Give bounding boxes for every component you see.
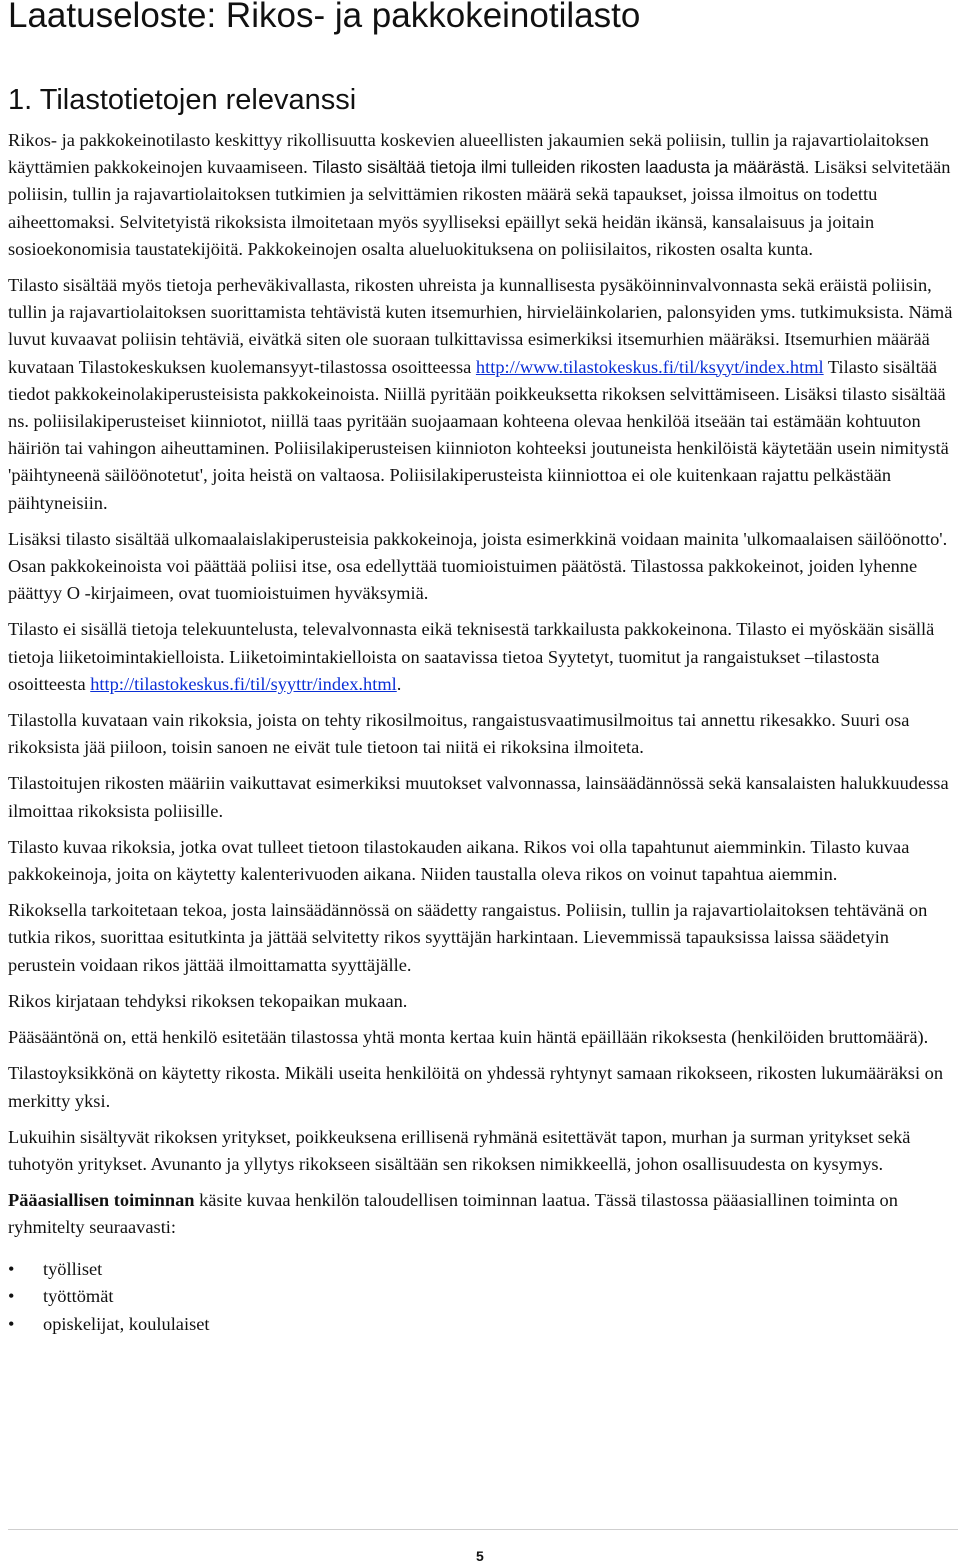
list-item-label: työttömät <box>43 1286 114 1307</box>
bullet-icon: • <box>8 1258 15 1279</box>
paragraph-gross-count: Pääsääntönä on, että henkilö esitetään tilastossa yhtä monta kertaa kuin häntä epäillään rikoksesta (henkilöiden bruttomäärä). <box>8 1027 929 1048</box>
list-item <box>8 1283 958 1311</box>
paragraph-influencing-factors: Tilastoitujen rikosten määriin vaikuttavat esimerkiksi muutokset valvonnassa, lainsäädännössä sekä kansalaisten halukkuudessa ilmoittaa rikoksista poliisille. <box>8 773 949 821</box>
paragraph-attempts: Lukuihin sisältyvät rikoksen yritykset, poikkeuksena erillisenä ryhmänä esitettävät tapon, murhan ja surman yritykset sekä tuhotyön yritykset. Avunanto ja yllytys rikokseen sisältään sen rikoksen nimikkeellä, johon osallisuudesta on kysymys. <box>8 1126 911 1174</box>
paragraph-text: . <box>396 673 402 694</box>
ksyyt-link[interactable]: http://www.tilastokeskus.fi/til/ksyyt/index.html <box>475 356 824 377</box>
document-title: Laatuseloste: Rikos- ja pakkokeinotilasto <box>8 0 641 35</box>
paragraph-crime-location: Rikos kirjataan tehdyksi rikoksen tekopaikan mukaan. <box>8 990 408 1011</box>
bullet-icon: • <box>8 1286 15 1307</box>
section-heading: 1. Tilastotietojen relevanssi <box>8 84 357 116</box>
paragraph-text: käsite kuvaa henkilön taloudellisen toiminnan laatua. Tässä tilastossa pääasiallinen toiminta on ryhmitelty seuraavasti: <box>8 1190 898 1238</box>
paragraph-additional-content <box>8 272 958 517</box>
paragraph-text: Rikos- ja pakkokeinotilasto keskittyy rikollisuutta koskevien alueellisten jakaumien sekä poliisin, tullin ja rajavartiolaitoksen käyttämien pakkokeinojen kuvaamiseen. <box>8 130 929 178</box>
list-item <box>8 1256 958 1284</box>
list-item-label: työlliset <box>43 1258 103 1279</box>
list-item <box>8 1311 958 1339</box>
paragraph-text-sans: Tilasto sisältää tietoja ilmi tulleiden rikosten laadusta ja määrästä. <box>312 157 810 178</box>
paragraph-main-activity <box>8 1187 958 1241</box>
body-text <box>8 127 958 1338</box>
paragraph-text: Tilasto sisältää tiedot pakkokeinolakiperusteisista pakkokeinoista. Niillä pyritään poikkeuksetta rikoksen selvittämiseen. Lisäksi tilasto sisältää ns. poliisilakiperusteiset kiinniotot, niillä taas pyritään suojaamaan kohteena olevaa henkilöä itseään tai estämään kohtuuton häiriön tai vahingon aiheuttaminen. Poliisilakiperusteisen kiinnioton kohteeksi joutuneista henkilöistä käytetään usein nimitystä 'päihtyneenä säilöönotetut', joita heistä on valtaosa. Poliisilakiperusteista kiinniottoa ei ole kuitenkaan rajattu pelkästään päihtyneisiin. <box>8 356 949 513</box>
paragraph-foreigner-coercive: Lisäksi tilasto sisältää ulkomaalaislakiperusteisia pakkokeinoja, joista esimerkkinä voidaan mainita 'ulkomaalaisen säilöönotto'. Osan pakkokeinoista voi päättää poliisi itse, osa edellyttää tuomioistuimen päätöstä. Tilastossa pakkokeinot, joiden lyhenne päättyy O -kirjaimeen, ovat tuomioistuimen hyväksymiä. <box>8 528 948 604</box>
page-number: 5 <box>476 1548 484 1564</box>
footer-divider <box>8 1529 958 1530</box>
paragraph-reported-crimes: Tilastolla kuvataan vain rikoksia, joista on tehty rikosilmoitus, rangaistusvaatimusilmoitus tai annettu rikesakko. Suuri osa rikoksista jää piiloon, toisin sanoen ne eivät tule tietoon tai niitä ei rikoksina ilmoiteta. <box>8 710 910 758</box>
paragraph-scope <box>8 127 958 263</box>
paragraph-statistical-period: Tilasto kuvaa rikoksia, jotka ovat tulleet tietoon tilastokauden aikana. Rikos voi olla tapahtunut aiemminkin. Tilasto kuvaa pakkokeinoja, joita on käytetty kalenterivuoden aikana. Niiden taustalla oleva rikos on voinut tapahtua aiemmin. <box>8 836 910 885</box>
paragraph-statistical-unit: Tilastoyksikkönä on käytetty rikosta. Mikäli useita henkilöitä on yhdessä ryhtynyt samaan rikokseen, rikosten lukumääräksi on merkitty yksi. <box>8 1063 944 1111</box>
paragraph-crime-definition: Rikoksella tarkoitetaan tekoa, josta lainsäädännössä on säädetty rangaistus. Poliisin, tullin ja rajavartiolaitoksen tehtävänä on tutkia rikos, suorittaa esitutkinta ja jättää selvitetty rikos syyttäjän harkintaan. Lievemmissä tapauksissa laissa säädetyin perustein voidaan rikos jättää ilmoittamatta syyttäjälle. <box>8 900 928 975</box>
paragraph-text: Lisäksi selvitetään poliisin, tullin ja rajavartiolaitoksen tutkimien ja selvittämien rikosten määrä sekä tapaukset, joissa ilmoitus on todettu aiheettomaksi. Selvitetyistä rikoksista ilmoitetaan myös syylliseksi epäillyt sekä heidän ikänsä, kansalaisuus ja joitain sosioekonomisia taustatekijöitä. Pakkokeinojen osalta alueluokituksena on poliisilaitos, rikosten osalta kunta. <box>8 157 951 259</box>
list-item-label: opiskelijat, koululaiset <box>43 1313 210 1334</box>
activity-list <box>8 1256 958 1339</box>
paragraph-text: Tilasto ei sisällä tietoja telekuuntelusta, televalvonnasta eikä teknisestä tarkkailusta pakkokeinona. Tilasto ei myöskään sisällä tietoja liiketoimintakielloista. Liiketoimintakielloista on saatavissa tietoa Syytetyt, tuomitut ja rangaistukset –tilastosta osoitteesta <box>8 619 935 694</box>
term-main-activity: Pääasiallisen toiminnan <box>8 1190 195 1211</box>
bullet-icon: • <box>8 1313 15 1334</box>
paragraph-text: Tilasto sisältää myös tietoja perheväkivallasta, rikosten uhreista ja kunnallisesta pysäköinninvalvonnasta sekä eräistä poliisin, tullin ja rajavartiolaitoksen suorittamista tehtävistä kuten itsemurhien, hirvieläinkolarien, palonsyiden yms. tutkimuksista. Nämä luvut kuvaavat poliisin tehtäviä, eivätkä siten ole suoraan tulkittavissa esimerkiksi itsemurhien määräksi. Itsemurhien määrää kuvataan Tilastokeskuksen kuolemansyyt-tilastossa osoitteessa <box>8 275 953 377</box>
syyttr-link[interactable]: http://tilastokeskus.fi/til/syyttr/index.html <box>90 673 397 694</box>
paragraph-exclusions <box>8 616 958 698</box>
